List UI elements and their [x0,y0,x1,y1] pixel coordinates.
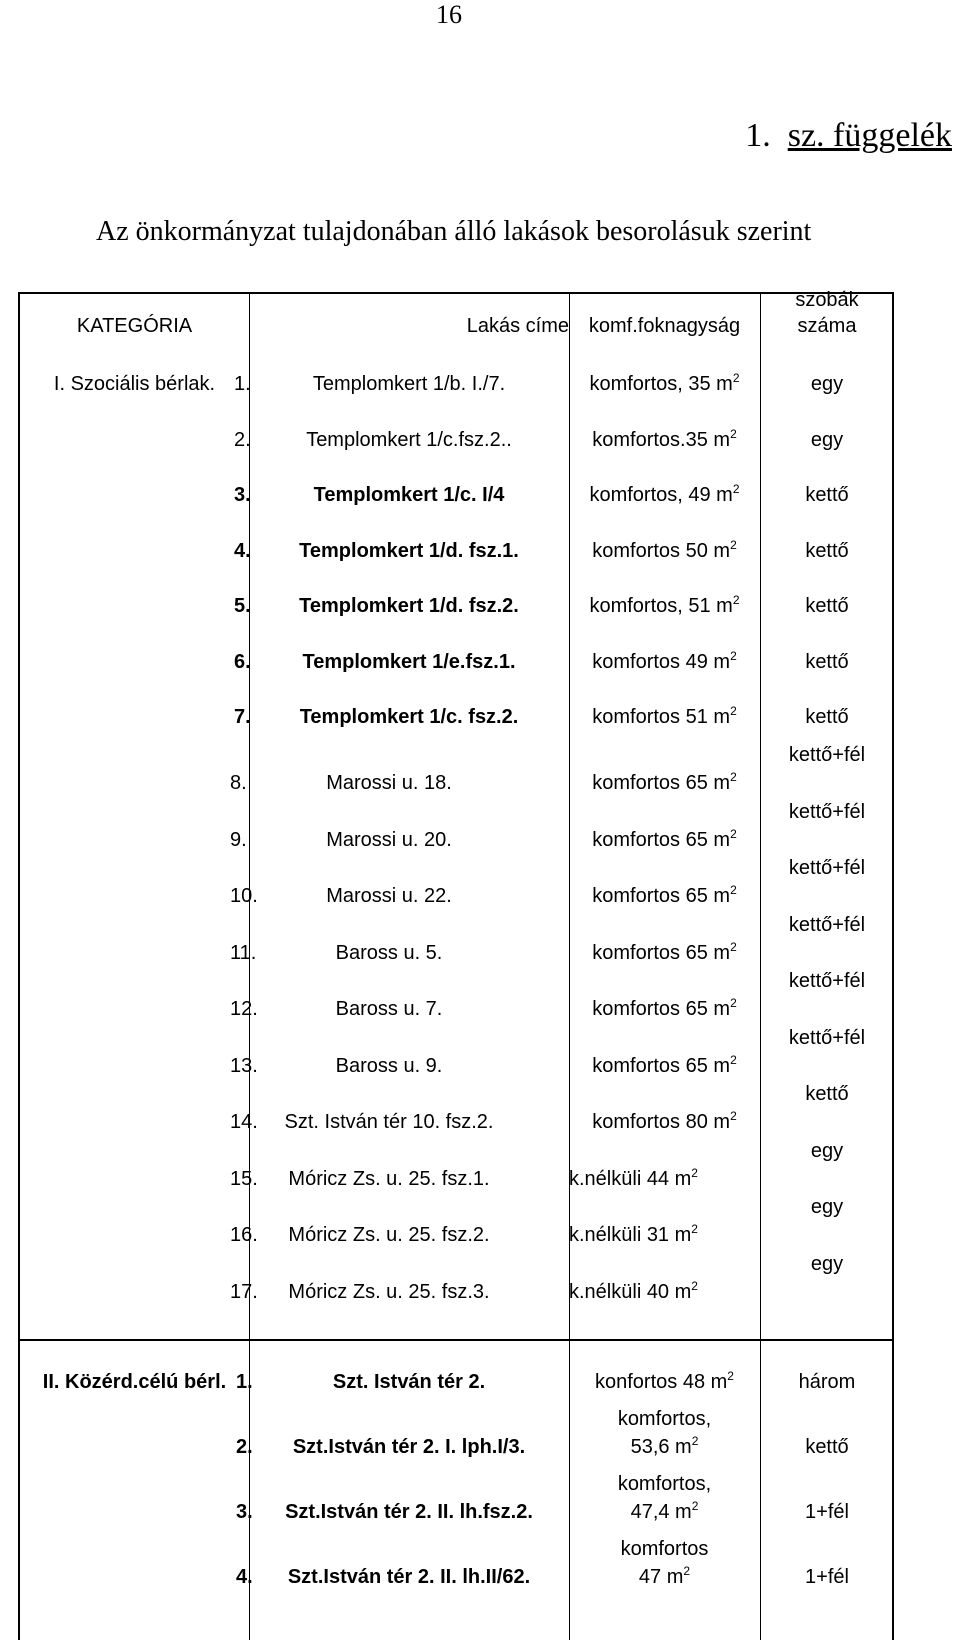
row-comfort: komfortos, 51 $m^2$ [589,593,740,617]
row-comfort-line1: komfortos, [617,1408,712,1430]
header-address: Lakás címe [466,315,569,337]
row-comfort: komfortos, 49 $m^2$ [589,482,740,506]
header-rooms: száma [797,315,857,337]
row-comfort: k.nélküli 31 $m^2$ [569,1222,698,1246]
row-comfort: komfortos 65 $m^2$ [592,770,737,794]
row-number: 2. [236,1436,253,1458]
row-address: Templomkert 1/d. fsz.1. [299,539,519,562]
row-rooms: egy [810,1139,844,1162]
row-address: Templomkert 1/c. fsz.2. [299,706,519,728]
row-address: Móricz Zs. u. 25. fsz.3. [288,1280,490,1303]
row-comfort: 47 $m^2$ [638,1564,691,1588]
row-comfort: komfortos 65 $m^2$ [592,1052,737,1077]
row-address: Szt. István tér 2. [332,1371,486,1393]
row-number: 16. [230,1224,258,1246]
row-address: Marossi u. 22. [326,885,452,907]
row-rooms: egy [810,1196,844,1218]
document-title: Az önkormányzat tulajdonában álló lakások besorolásuk szerint [96,216,812,247]
row-rooms: egy [810,1252,844,1275]
row-comfort: komfortos, 35 $m^2$ [589,371,740,395]
row-address: Szt.István tér 2. I. lph.I/3. [292,1436,526,1458]
row-address: Templomkert 1/b. I./7. [312,373,506,395]
row-rooms: kettő+fél [788,913,866,936]
row-number: 8. [230,772,247,794]
row-rooms: kettő+fél [788,1026,866,1049]
row-number: 14. [230,1111,258,1133]
row-rooms: kettő [805,1083,849,1105]
row-rooms: 1+fél [805,1501,849,1523]
row-comfort-line1: komfortos, [617,1473,712,1495]
row-comfort: k.nélküli 40 $m^2$ [569,1278,698,1303]
row-comfort: konfortos 48 $m^2$ [595,1369,734,1393]
row-rooms: kettő [805,706,849,728]
row-number: 5. [234,595,251,617]
row-address: Templomkert 1/c. I/4 [313,484,505,506]
row-address: Marossi u. 18. [326,772,452,794]
appendix-heading [745,117,952,155]
row-address: Móricz Zs. u. 25. fsz.1. [288,1167,490,1190]
appendix-number: 1. [745,117,771,154]
row-rooms: kettő+fél [788,857,866,879]
row-comfort: komfortos.35 $m^2$ [592,426,737,451]
row-number: 17. [230,1280,258,1303]
row-number: 9. [230,828,247,851]
row-address: Szt. István tér 10. fsz.2. [284,1111,494,1133]
row-number: 7. [234,706,251,728]
row-number: 12. [230,998,258,1020]
row-comfort: komfortos 65 $m^2$ [592,883,737,907]
row-comfort: komfortos 80 $m^2$ [592,1109,737,1133]
row-rooms: kettő+fél [788,744,866,766]
header-comfort: komf.foknagyság [588,315,741,337]
row-rooms: 1+fél [805,1566,849,1588]
row-comfort-line1: komfortos [620,1538,709,1560]
row-number: 6. [234,650,251,673]
header-rooms: szobák [795,289,859,311]
row-number: 4. [234,539,251,562]
row-number: 4. [236,1566,253,1588]
header-category: KATEGÓRIA [76,315,193,337]
row-rooms: egy [810,373,844,395]
row-comfort: komfortos 50 $m^2$ [592,537,737,562]
row-number: 3. [236,1501,253,1523]
row-number: 11. [230,941,257,964]
housing-table [18,289,894,1640]
row-rooms: egy [810,428,844,451]
row-address: Szt.István tér 2. II. lh.fsz.2. [285,1501,533,1523]
row-comfort: komfortos 65 $m^2$ [592,996,737,1020]
row-address: Templomkert 1/d. fsz.2. [299,595,519,617]
row-rooms: kettő [805,595,849,617]
row-number: 13. [230,1054,258,1077]
row-comfort: komfortos 65 $m^2$ [592,826,737,851]
row-number: 3. [234,484,251,506]
row-number: 1. [236,1371,253,1393]
section-category: II. Közérd.célú bérl. [42,1371,227,1393]
row-comfort: komfortos 51 $m^2$ [592,704,737,728]
row-comfort: 47,4 $m^2$ [630,1499,699,1523]
row-rooms: kettő [805,484,849,506]
row-comfort: 53,6 $m^2$ [630,1434,699,1458]
row-rooms: kettő [805,539,849,562]
row-address: Marossi u. 20. [326,828,452,851]
row-rooms: három [798,1371,856,1393]
row-address: Szt.István tér 2. II. lh.II/62. [287,1566,531,1588]
row-number: 1. [234,373,251,395]
row-number: 10. [230,885,258,907]
row-number: 2. [234,428,251,451]
row-address: Baross u. 5. [335,941,443,964]
row-address: Templomkert 1/c.fsz.2.. [306,428,512,451]
row-comfort: k.nélküli 44 $m^2$ [569,1165,698,1190]
row-rooms: kettő [805,1436,849,1458]
row-rooms: kettő [805,650,849,673]
page-number: 16 [436,0,462,29]
row-comfort: komfortos 65 $m^2$ [592,939,737,964]
row-rooms: kettő+fél [788,970,866,992]
appendix-label: sz. függelék [787,117,952,154]
row-address: Templomkert 1/e.fsz.1. [302,650,516,673]
row-address: Baross u. 9. [335,1054,443,1077]
section-divider [20,1339,892,1341]
row-address: Baross u. 7. [335,998,443,1020]
row-address: Móricz Zs. u. 25. fsz.2. [288,1224,490,1246]
row-number: 15. [230,1167,258,1190]
row-rooms: kettő+fél [788,800,866,823]
row-comfort: komfortos 49 $m^2$ [592,648,737,673]
section-category: I. Szociális bérlak. [53,373,216,395]
